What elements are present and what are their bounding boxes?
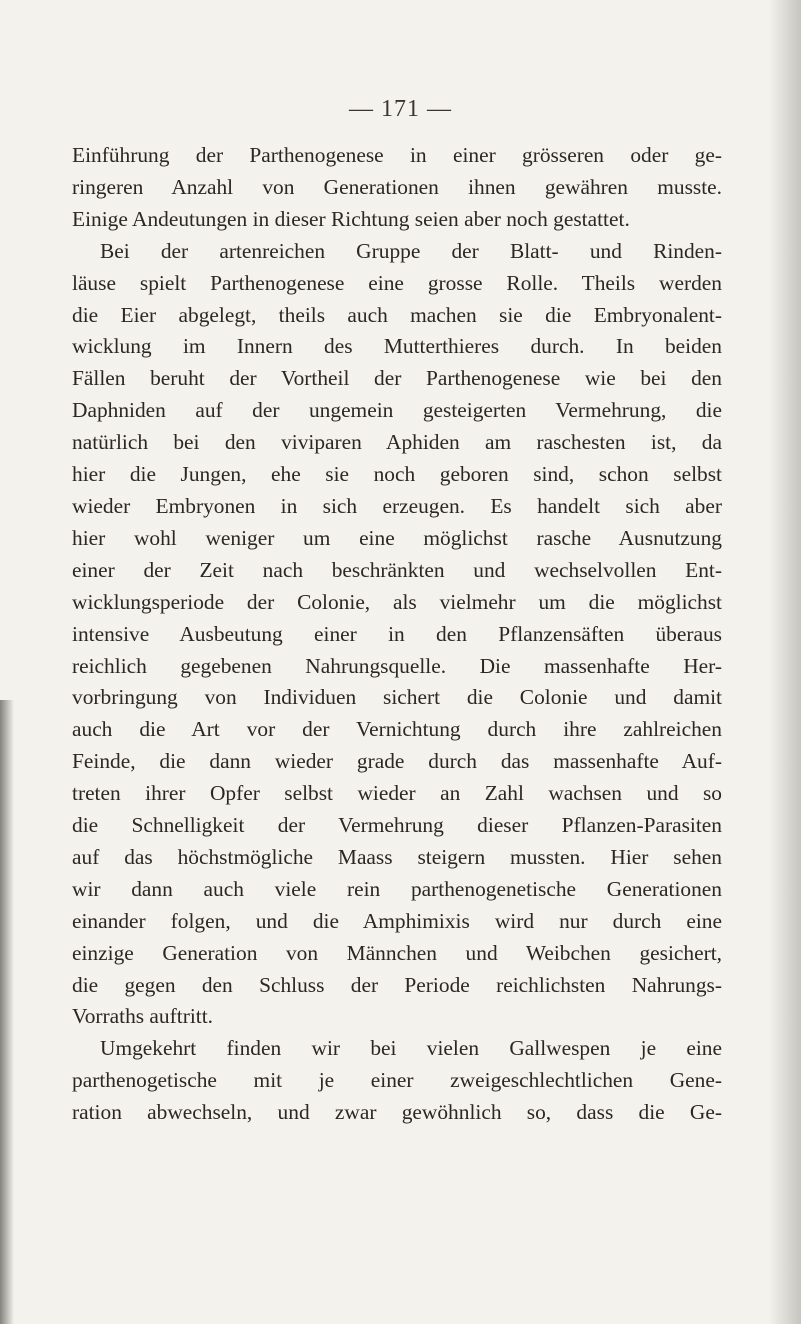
page-edge-shadow [0,700,14,1324]
text-line: wieder Embryonen in sich erzeugen. Es handelt sich aber [72,493,722,518]
text-line: Bei der artenreichen Gruppe der Blatt- und Rinden- [100,238,722,263]
text-line: natürlich bei den viviparen Aphiden am raschesten ist, da [72,430,722,455]
text-line: parthenogetische mit je einer zweigeschlechtlichen Gene- [72,1068,722,1093]
text-line: wir dann auch viele rein parthenogenetische Generationen [72,876,722,901]
page-number: — 171 — [349,96,452,122]
text-line: die Schnelligkeit der Vermehrung dieser Pflanzen-Parasiten [72,813,722,838]
text-line: vorbringung von Individuen sichert die Colonie und damit [72,685,722,710]
text-line: die gegen den Schluss der Periode reichlichsten Nahrungs- [72,972,722,997]
text-line: einander folgen, und die Amphimixis wird nur durch eine [72,908,722,933]
text-line: ration abwechseln, und zwar gewöhnlich so, dass die Ge- [72,1100,722,1125]
text-line: auf das höchstmögliche Maass steigern mussten. Hier sehen [72,844,722,869]
text-line: wicklungsperiode der Colonie, als vielmehr um die möglichst [72,589,722,614]
text-line: läuse spielt Parthenogenese eine grosse Rolle. Theils werden [72,270,722,295]
text-line: Daphniden auf der ungemein gesteigerten Vermehrung, die [72,398,722,423]
text-line: einzige Generation von Männchen und Weibchen gesichert, [72,940,722,965]
text-line: Fällen beruht der Vortheil der Parthenogenese wie bei den [72,366,722,391]
text-line: ringeren Anzahl von Generationen ihnen gewähren musste. [72,174,722,199]
text-line: Einige Andeutungen in dieser Richtung seien aber noch gestattet. [72,206,630,231]
text-line: auch die Art vor der Vernichtung durch ihre zahlreichen [72,717,722,742]
text-line: hier die Jungen, ehe sie noch geboren sind, schon selbst [72,462,722,487]
body-text [72,140,722,1129]
text-line: Einführung der Parthenogenese in einer grösseren oder ge- [72,143,722,167]
text-line: Umgekehrt finden wir bei vielen Gallwespen je eine [100,1036,722,1061]
text-line: die Eier abgelegt, theils auch machen sie die Embryonalent- [72,302,722,327]
text-line: treten ihrer Opfer selbst wieder an Zahl wachsen und so [72,781,722,806]
text-line: wicklung im Innern des Mutterthieres durch. In beiden [72,334,722,359]
text-line: reichlich gegebenen Nahrungsquelle. Die massenhafte Her- [72,653,722,678]
text-line: hier wohl weniger um eine möglichst rasche Ausnutzung [72,525,722,550]
text-line: intensive Ausbeutung einer in den Pflanzensäften überaus [72,621,722,646]
text-line: Vorraths auftritt. [72,1004,213,1029]
text-line: Feinde, die dann wieder grade durch das massenhafte Auf- [72,749,722,774]
text-line: einer der Zeit nach beschränkten und wechselvollen Ent- [72,557,722,582]
